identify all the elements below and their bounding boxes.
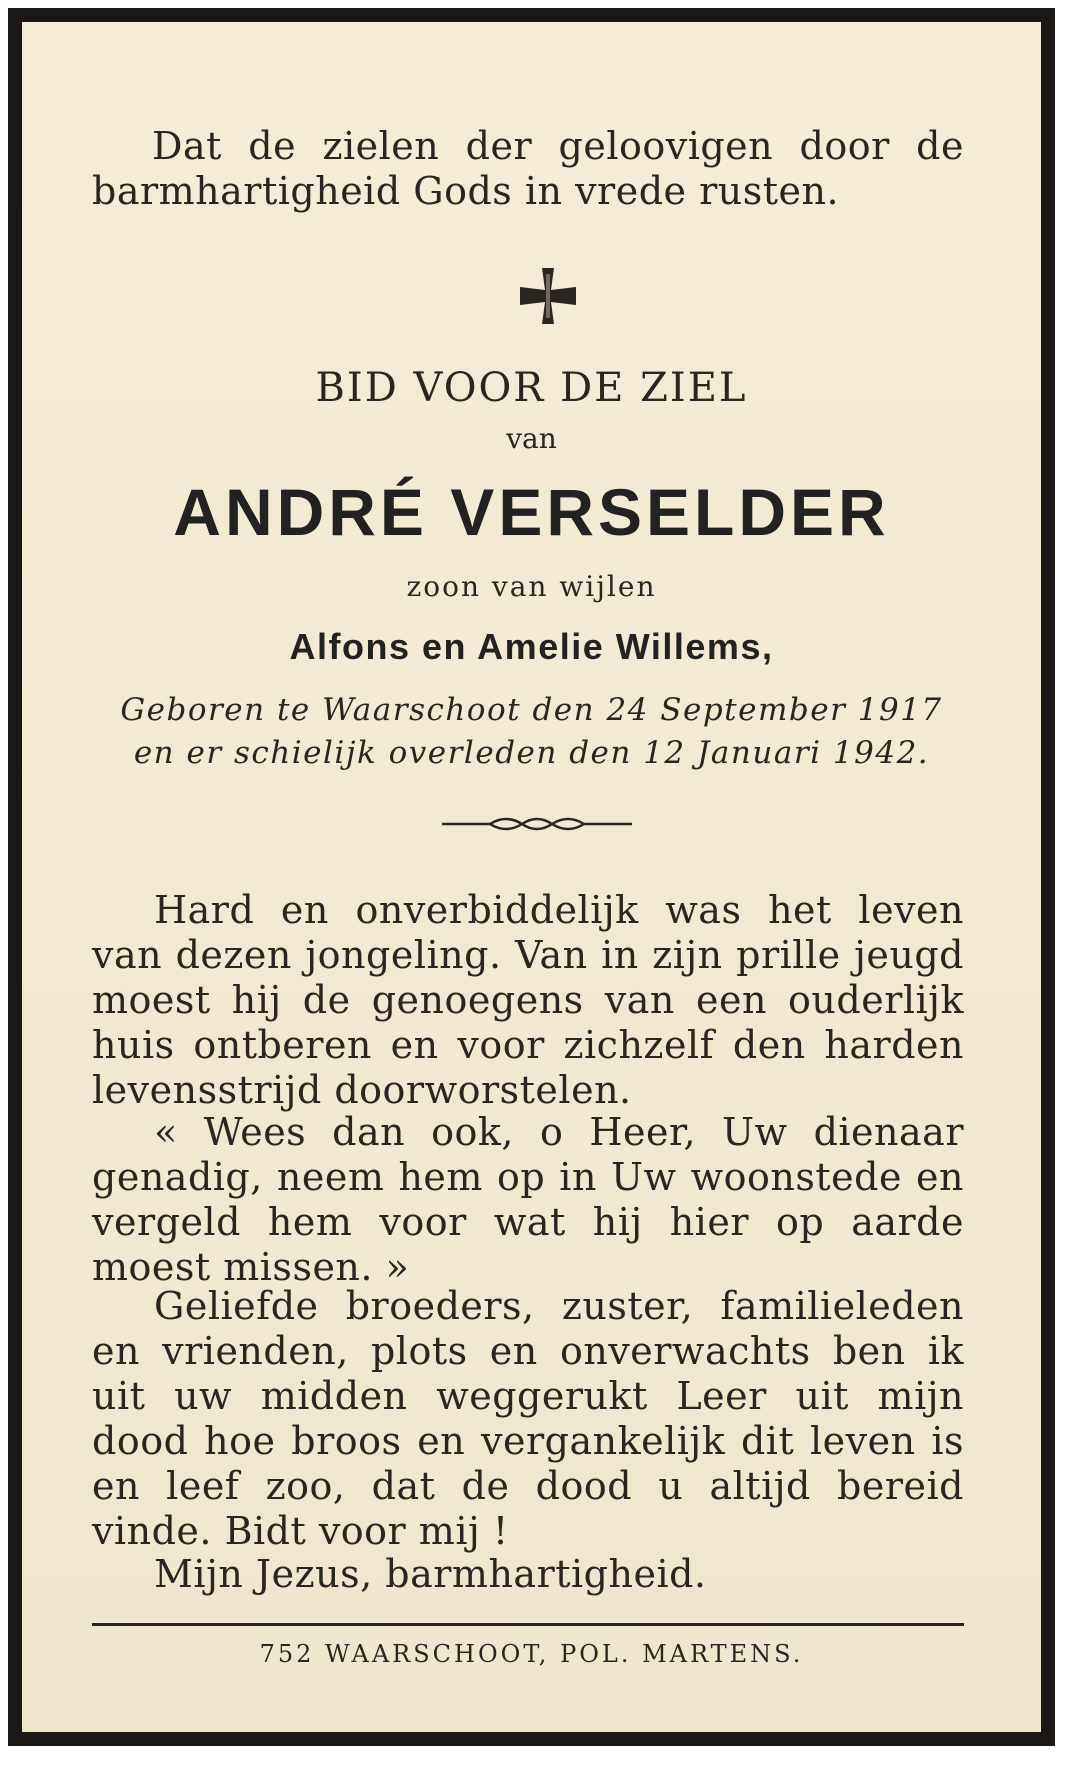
closing-invocation: Mijn Jezus, barmhartigheid. [154, 1552, 707, 1596]
paragraph-life: Hard en onverbiddelijk was het leven van dezen jongeling. Van in zijn prille jeugd moest hij de genoegens van een ouderlijk huis ontberen en voor zichzelf den harden levensstrijd doorworstelen. [92, 888, 964, 1112]
card-paper [22, 22, 1041, 1732]
son-of-late: zoon van wijlen [406, 570, 657, 603]
cross-pattee-icon [516, 264, 580, 328]
birth-line: Geboren te Waarschoot den 24 September 1917 [120, 692, 943, 728]
footer-rule [92, 1623, 964, 1626]
printer-imprint: 752 WAARSCHOOT, POL. MARTENS. [259, 1640, 804, 1668]
opening-prayer: Dat de zielen der geloovigen door de barmhartigheid Gods in vrede rusten. [92, 124, 964, 213]
memorial-card [8, 8, 1055, 1746]
heading-pray-for-soul: BID VOOR DE ZIEL [315, 365, 748, 411]
heading-van: van [506, 422, 557, 455]
parents-names: Alfons en Amelie Willems, [289, 626, 774, 667]
paragraph-farewell: Geliefde broeders, zuster, familieleden en vrienden, plots en onverwachts ben ik uit uw midden weggerukt Leer uit mijn dood hoe broos en vergankelijk dit leven is en leef zoo, dat de dood u altijd bereid vinde. Bidt voor mij ! [92, 1284, 964, 1553]
ornament-divider-icon [442, 812, 632, 836]
deceased-name: ANDRÉ VERSELDER [173, 475, 890, 549]
death-line: en er schielijk overleden den 12 Januari 1942. [133, 735, 930, 771]
paragraph-prayer-quote: « Wees dan ook, o Heer, Uw dienaar genadig, neem hem op in Uw woonstede en vergeld hem voor wat hij hier op aarde moest missen. » [92, 1110, 964, 1289]
